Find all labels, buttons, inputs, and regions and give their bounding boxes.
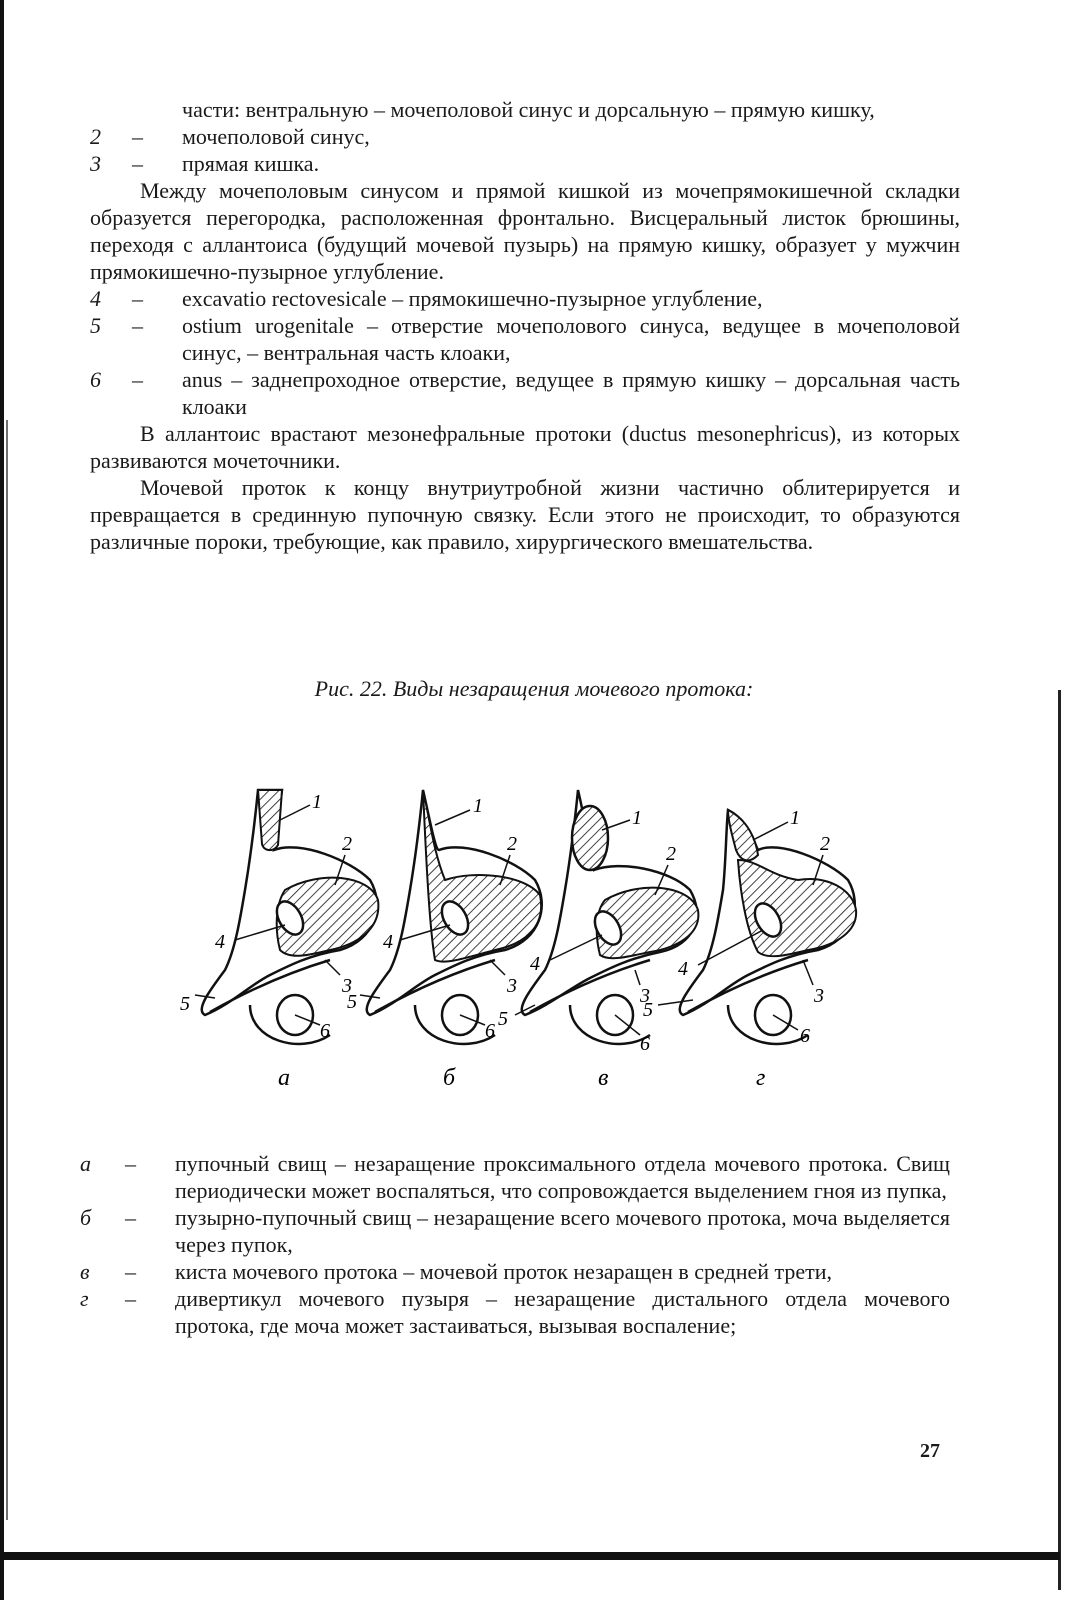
panel-b: [347, 790, 542, 1091]
label-6: 6: [320, 1020, 330, 1042]
paragraph: В аллантоис врастают мезонефральные протоки (ductus mesonephricus), из которых развиваются мочеточники.: [90, 421, 960, 473]
list-item: 2 – мочеполовой синус,: [90, 124, 370, 149]
svg-text:4: 4: [530, 953, 540, 975]
panel-label: в: [598, 1065, 609, 1091]
svg-text:1: 1: [790, 807, 800, 829]
label-2: 2: [342, 833, 352, 855]
svg-text:5: 5: [643, 999, 653, 1021]
legend-item: б – пузырно-пупочный свищ – незаращение всего мочевого протока, моча выделяется через пупок,: [80, 1205, 950, 1257]
svg-text:2: 2: [820, 833, 830, 855]
svg-text:6: 6: [640, 1033, 650, 1055]
paragraph: Между мочеполовым синусом и прямой кишкой из мочепрямокишечной складки образуется перегородка, расположенная фронтально. Висцеральный листок брюшины, переходя с аллантоиса (будущий мочевой пузырь) на прямую кишку, образует у мужчин прямокишечно-пузырное углубление.: [90, 178, 960, 284]
urachus-remnant: [258, 790, 282, 850]
legend-item: г – дивертикул мочевого пузыря – незаращение дистального отдела мочевого протока, где моча может застаиваться, вызывая воспаление;: [80, 1286, 950, 1338]
svg-text:3: 3: [507, 975, 517, 997]
svg-text:1: 1: [632, 807, 642, 829]
panel-label: а: [278, 1065, 290, 1091]
svg-text:2: 2: [666, 843, 676, 865]
svg-text:3: 3: [640, 985, 650, 1007]
diverticulum: [728, 810, 758, 860]
list-item: 5 – ostium urogenitale – отверстие мочеполового синуса, ведущее в мочеполовой синус, – вентральная часть клоаки,: [90, 313, 960, 365]
scan-edge-right: [1058, 690, 1061, 1590]
svg-text:4: 4: [383, 931, 393, 953]
svg-text:1: 1: [473, 795, 483, 817]
panel-v: [498, 790, 698, 1091]
svg-text:6: 6: [485, 1020, 495, 1042]
svg-text:3: 3: [814, 985, 824, 1007]
list-item: 6 – anus – заднепроходное отверстие, ведущее в прямую кишку – дорсальная часть клоаки: [90, 367, 960, 419]
svg-text:5: 5: [347, 991, 357, 1013]
svg-text:2: 2: [507, 833, 517, 855]
list-item: 3 – прямая кишка.: [90, 151, 320, 176]
scan-edge-bottom: [0, 1552, 1060, 1560]
scan-edge-left-inner: [6, 420, 8, 1520]
legend-item: а – пупочный свищ – незаращение проксимального отдела мочевого протока. Свищ периодически может воспаляться, что сопровождается выделением гноя из пупка,: [80, 1151, 950, 1203]
panel-label: г: [756, 1065, 766, 1091]
label-3: 3: [342, 975, 352, 997]
figure-caption: Рис. 22. Виды незаращения мочевого протока:: [314, 676, 754, 701]
scan-edge-left: [0, 0, 4, 1600]
label-4: 4: [215, 931, 225, 953]
urogenital-sinus: [210, 960, 330, 1012]
label-5: 5: [180, 993, 190, 1015]
svg-text:4: 4: [678, 958, 688, 980]
list-item: 4 – excavatio rectovesicale – прямокишечно-пузырное углубление,: [90, 286, 763, 311]
figure-legend: [80, 1150, 950, 1339]
svg-text:5: 5: [498, 1008, 508, 1030]
urachal-cyst: [572, 806, 608, 870]
panel-label: б: [443, 1065, 456, 1091]
figure-diagram: [170, 780, 870, 1105]
legend-item: в – киста мочевого протока – мочевой проток незаращен в средней трети,: [80, 1259, 833, 1284]
paragraph: Мочевой проток к концу внутриутробной жизни частично облитерируется и превращается в срединную пупочную связку. Если этого не происходит, то образуются различные пороки, требующие, как правило, хирургического вмешательства.: [90, 475, 960, 554]
page-number: 27: [920, 1440, 940, 1462]
panel-a: [180, 790, 378, 1091]
label-1: 1: [312, 791, 322, 813]
figure-svg: [170, 780, 870, 1100]
svg-text:6: 6: [800, 1025, 810, 1047]
intro-continuation: части: вентральную – мочеполовой синус и дорсальную – прямую кишку,: [182, 97, 875, 122]
main-text: [90, 96, 960, 555]
